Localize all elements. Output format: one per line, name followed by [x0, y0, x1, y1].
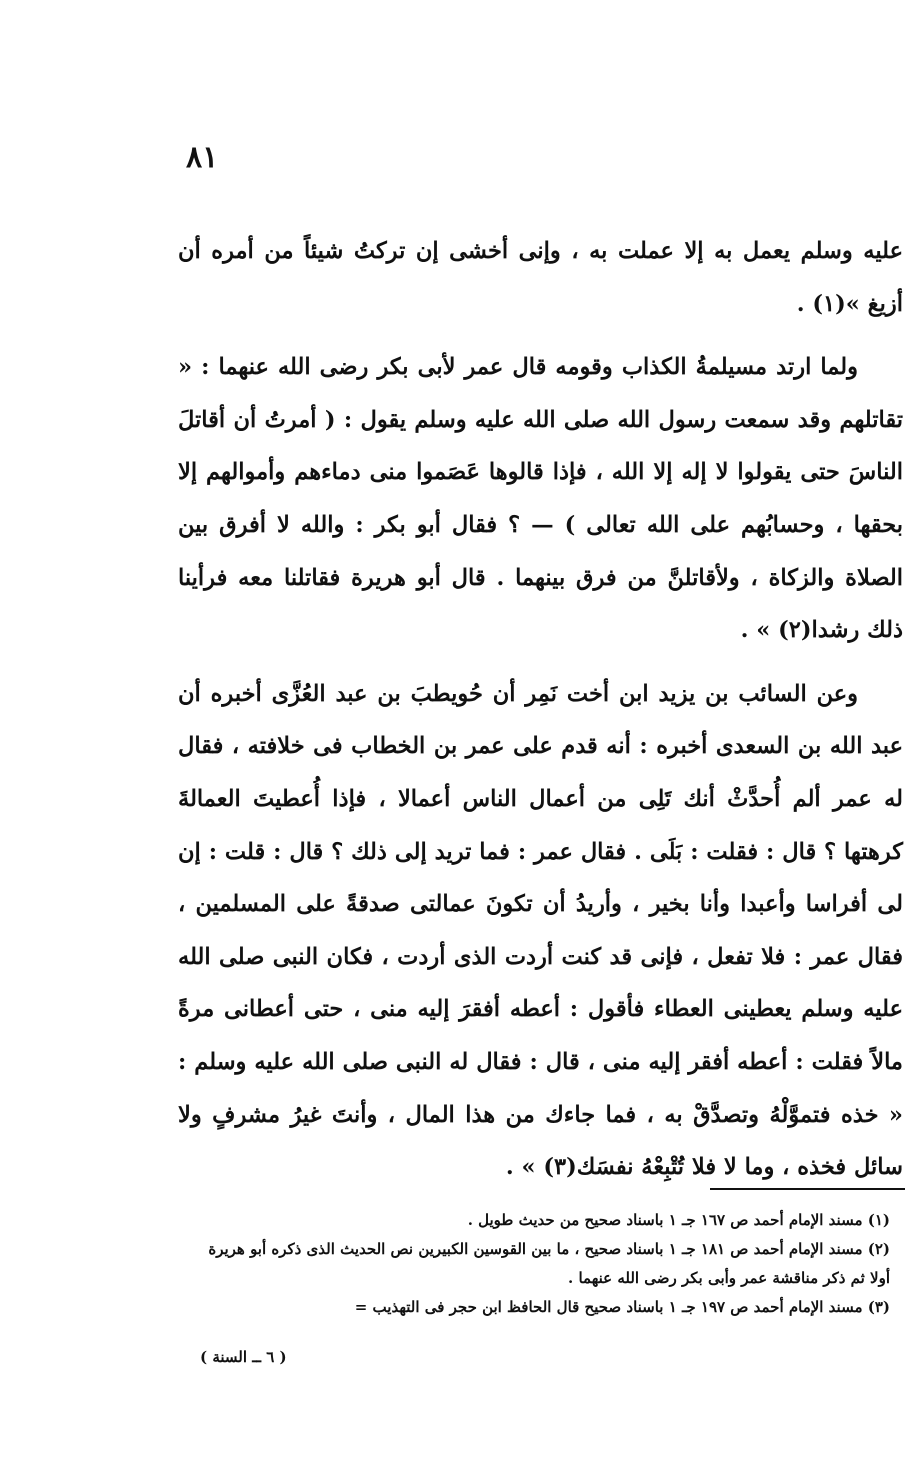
footnote-2: (٢) مسند الإمام أحمد ص ١٨١ جـ ١ باسناد صحيح ، ما بين القوسين الكبيرين نص الحديث الذى ذكره أبو هريرة أولا ثم ذكر مناقشة عمر وأبى بكر رضى الله عنهما . — [208, 1240, 890, 1287]
paragraph-continuation: عليه وسلم يعمل به إلا عملت به ، وإنى أخشى إن تركتُ شيئاً من أمره أن أزيغ »(١) . — [178, 238, 903, 317]
main-text — [178, 225, 903, 1194]
signature-mark: ( ٦ ــ السنة ) — [200, 1348, 287, 1366]
footnote-3: (٣) مسند الإمام أحمد ص ١٩٧ جـ ١ باسناد صحيح قال الحافظ ابن حجر فى التهذيب = — [354, 1298, 890, 1316]
footnotes — [190, 1206, 890, 1322]
page-number: ٨١ — [186, 140, 219, 175]
paragraph-saib: وعن السائب بن يزيد ابن أخت نَمِر أن حُويطبَ بن عبد العُزَّى أخبره أن عبد الله بن السعدى أخبره : أنه قدم على عمر بن الخطاب فى خلافته ، فقال له عمر ألم أُحدَّثْ أنك تَلِى من أعمال الناس أعمالا ، فإذا أُعطيتَ العمالةَ كرهتها ؟ قال : فقلت : بَلَى . فقال عمر : فما تريد إلى ذلك ؟ قال : قلت : إن لى أفراسا وأعبدا وأنا بخير ، وأريدُ أن تكونَ عمالتى صدقةً على المسلمين ، فقال عمر : فلا تفعل ، فإنى قد كنت أردت الذى أردت ، فكان النبى صلى الله عليه وسلم يعطينى العطاء فأقول : أعطه أفقرَ إليه منى ، حتى أعطانى مرةً مالاً فقلت : أعطه أفقر إليه منى ، قال : فقال له النبى صلى الله عليه وسلم : « خذه فتموَّلْهُ وتصدَّقْ به ، فما جاءك من هذا المال ، وأنتَ غيرُ مشرفٍ ولا سائل فخذه ، وما لا فلا تُتْبِعْهُ نفسَك(٣) » . — [178, 680, 903, 1181]
footnote-1: (١) مسند الإمام أحمد ص ١٦٧ جـ ١ باسناد صحيح من حديث طويل . — [467, 1211, 890, 1229]
footnote-separator — [710, 1188, 905, 1190]
paragraph-musaylima: ولما ارتد مسيلمةُ الكذاب وقومه قال عمر لأبى بكر رضى الله عنهما : « تقاتلهم وقد سمعت رسول الله صلى الله عليه وسلم يقول : ( أمرتُ أن أقاتلَ الناسَ حتى يقولوا لا إله إلا الله ، فإذا قالوها عَصَموا منى دماءهم وأموالهم إلا بحقها ، وحسابُهم على الله تعالى ) — ؟ فقال أبو بكر : والله لا أفرق بين الصلاة والزكاة ، ولأقاتلنَّ من فرق بينهما . قال أبو هريرة فقاتلنا معه فرأينا ذلك رشدا(٢) » . — [178, 354, 903, 644]
